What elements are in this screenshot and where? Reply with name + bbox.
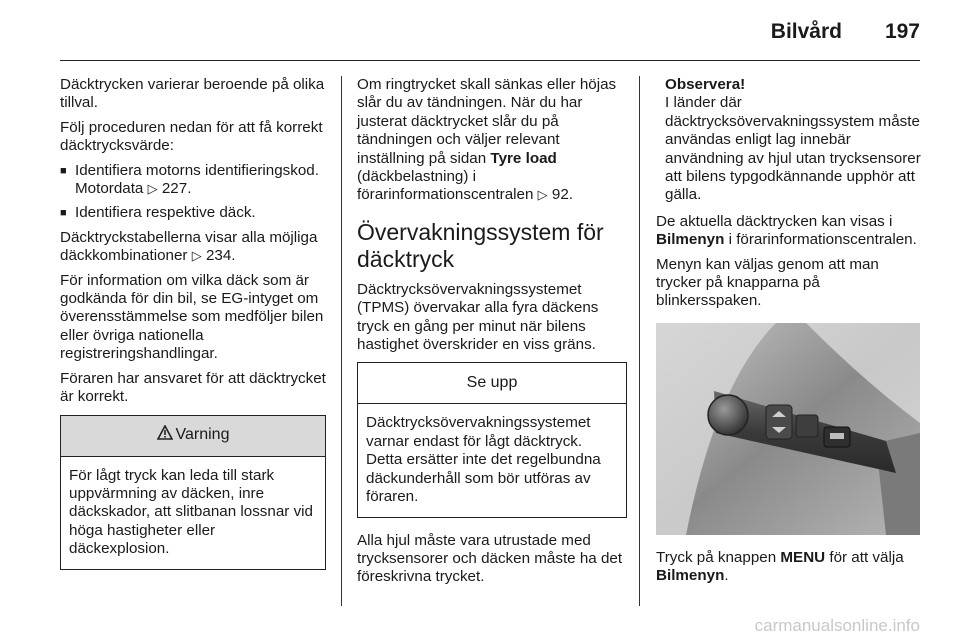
- paragraph-text: .: [724, 567, 729, 585]
- section-title: Bilvård: [770, 20, 842, 43]
- list-item-text: Identifiera motorns identifieringskod. Motordata: [75, 161, 319, 198]
- menu-term: Bilmenyn: [656, 567, 725, 585]
- bullet-square-icon: ■: [60, 207, 67, 220]
- note: [656, 76, 924, 205]
- paragraph: Däcktrycksövervakningssystemet (TPMS) övervakar alla fyra däckens tryck en gång per minut när bilens hastighet överskrider en viss gräns.: [357, 280, 599, 354]
- menu-term: Tyre load: [490, 149, 557, 167]
- warning-box: [60, 415, 326, 570]
- warning-triangle-icon: [157, 425, 173, 445]
- paragraph: Föraren har ansvaret för att däcktrycket är korrekt.: [60, 369, 326, 406]
- paragraph-text: De aktuella däcktrycken kan visas i: [656, 212, 893, 230]
- caution-body: Däcktrycksövervakningssystemet varnar endast för lågt däcktryck. Detta ersätter inte det regelbundna däckunderhåll som bör utföras av föraren.: [366, 414, 601, 506]
- list-item: [60, 204, 326, 222]
- note-title: Observera!: [665, 76, 746, 93]
- page-ref-icon[interactable]: ▷: [537, 187, 548, 203]
- paragraph: För information om vilka däck som är godkända för din bil, se EG-intyget om överensstämmelse som medföljer bilen eller övriga nationella registreringshandlingar.: [60, 271, 324, 363]
- caution-box: [357, 362, 627, 517]
- paragraph: Följ proceduren nedan för att få korrekt däcktrycksvärde:: [60, 118, 323, 155]
- paragraph-text: i förarinformationscentralen.: [728, 231, 917, 249]
- header-rule: [60, 60, 920, 61]
- note-body: I länder där däcktrycksövervakningssystem måste användas enligt lag innebär användning av hjul utan trycksensorer att bilens typgodkännande upphör att gälla.: [665, 94, 921, 204]
- paragraph-text: för att välja: [829, 548, 904, 566]
- warning-body: För lågt tryck kan leda till stark uppvärmning av däcken, inre däckskador, att slitbanan lossnar vid höga hastigheter eller däckexplosion.: [69, 466, 313, 558]
- page-number: 197: [884, 20, 920, 43]
- turn-signal-lever-photo: [656, 323, 920, 535]
- column-3: [656, 76, 924, 592]
- paragraph: [60, 229, 326, 266]
- paragraph: Alla hjul måste vara utrustade med trycksensorer och däcken måste ha det föreskrivna trycket.: [357, 531, 623, 586]
- warning-header: [61, 416, 325, 457]
- page-ref[interactable]: 92.: [551, 186, 574, 204]
- column-divider: [639, 76, 640, 606]
- list-item-text: Identifiera respektive däck.: [75, 204, 256, 222]
- paragraph-text: Tryck på knappen: [656, 548, 777, 566]
- paragraph: [656, 549, 924, 586]
- page-ref[interactable]: 227.: [161, 180, 192, 198]
- watermark: carmanualsonline.info: [754, 616, 920, 635]
- column-1: [60, 76, 326, 580]
- section-heading: Övervakningssystem för däcktryck: [357, 218, 604, 272]
- column-divider: [341, 76, 342, 606]
- paragraph: Menyn kan väljas genom att man trycker på knapparna på blinkersspaken.: [656, 255, 879, 310]
- page-ref-icon[interactable]: ▷: [191, 248, 202, 264]
- page-header: [60, 20, 920, 50]
- paragraph-text: (däckbelastning) i förarinformationscentralen: [357, 168, 534, 204]
- button-term: MENU: [780, 548, 826, 566]
- page-ref[interactable]: 234.: [205, 247, 236, 265]
- warning-heading: Varning: [175, 426, 230, 444]
- page-ref-icon[interactable]: ▷: [147, 181, 158, 197]
- menu-term: Bilmenyn: [656, 231, 725, 249]
- list-item: [60, 162, 326, 199]
- paragraph-text: Däcktryckstabellerna visar alla möjliga däckkombinationer: [60, 228, 318, 265]
- paragraph-text: Om ringtrycket skall sänkas eller höjas slår du av tändningen. När du har justerat däcktrycket slår du på tändningen och väljer relevant inställning på sidan: [357, 76, 617, 167]
- paragraph: Däcktrycken varierar beroende på olika tillval.: [60, 76, 325, 112]
- caution-header: Se upp: [358, 363, 626, 404]
- column-2: [357, 76, 627, 593]
- bullet-square-icon: ■: [60, 164, 67, 177]
- paragraph: [656, 213, 924, 250]
- paragraph: [357, 76, 627, 205]
